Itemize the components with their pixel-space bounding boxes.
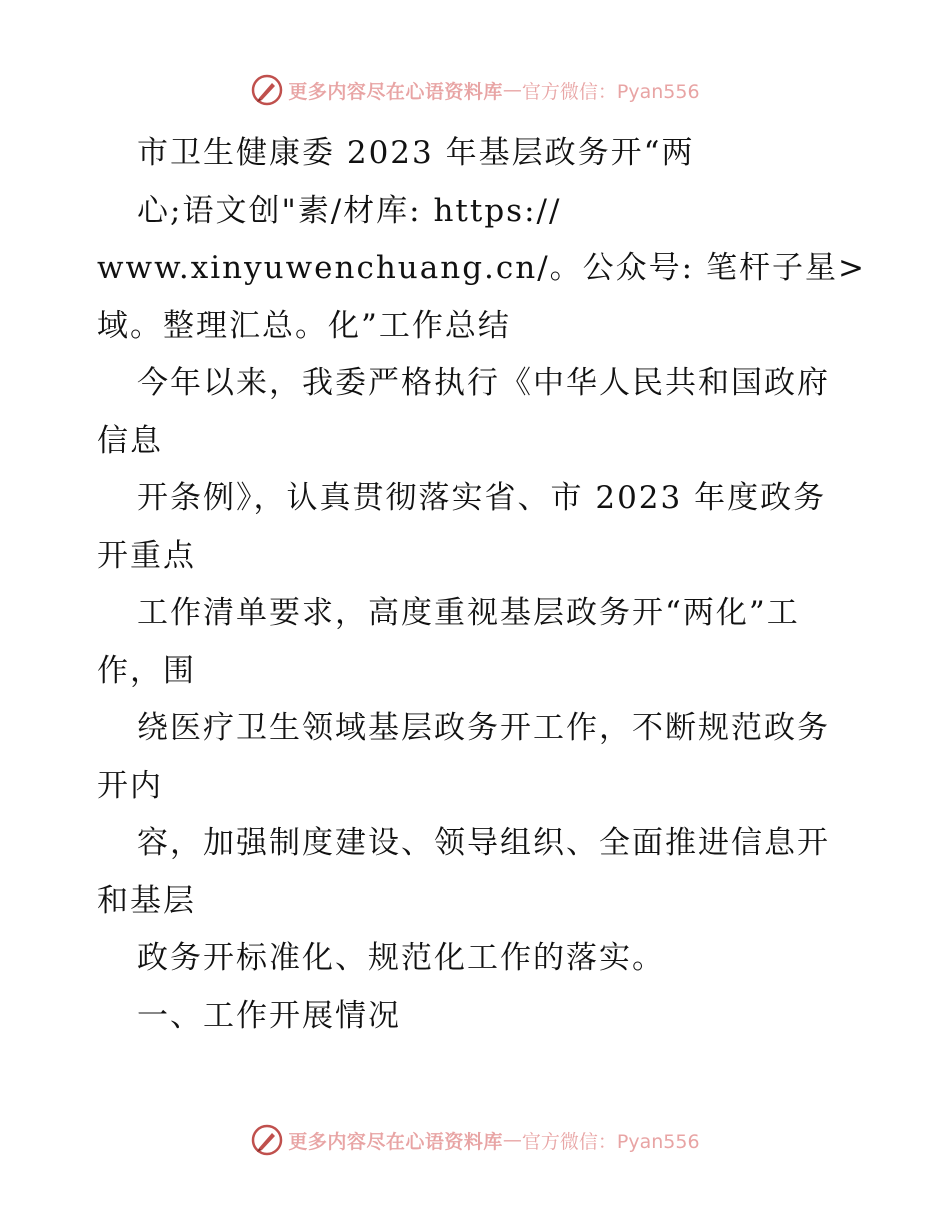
banner-text: 更多内容尽在心语资料库 [288,80,503,103]
pen-logo-icon [250,1123,284,1157]
text-line: 工作清单要求，高度重视基层政务开“两化”工 [137,595,800,631]
text-line: 开内 [97,767,163,804]
text-line: 信息 [97,422,163,459]
text-line: 容，加强制度建设、领导组织、全面推进信息开 [137,825,830,861]
banner-wechat: 官方微信：Pyan556 [521,1130,700,1153]
banner-text: 更多内容尽在心语资料库 [288,1130,503,1153]
text-line: 政务开标准化、规范化工作的落实。 [137,940,665,976]
text-line: 和基层 [97,882,196,919]
text-line: 开重点 [97,537,196,574]
banner-dash: — [502,1129,522,1151]
text-line: 心;语文创"素/材库: https:// [137,192,562,229]
banner-dash: — [502,79,522,101]
pen-logo-icon [250,73,284,107]
header-watermark-banner [0,70,950,110]
text-line: 作，围 [97,652,196,689]
text-line: 域。整理汇总。化”工作总结 [97,307,511,344]
text-line: 开条例》，认真贯彻落实省、市 2023 年度政务 [137,480,827,516]
text-line: www.xinyuwenchuang.cn/。公众号: 笔杆子星> [97,250,866,286]
section-heading: 一、工作开展情况 [137,997,401,1034]
banner-wechat: 官方微信：Pyan556 [521,80,700,103]
text-line: 今年以来，我委严格执行《中华人民共和国政府 [137,365,830,401]
text-line: 市卫生健康委 2023 年基层政务开“两 [137,135,695,171]
footer-watermark-banner [0,1120,950,1160]
document-body [97,125,867,1045]
text-line: 绕医疗卫生领域基层政务开工作，不断规范政务 [137,710,830,746]
